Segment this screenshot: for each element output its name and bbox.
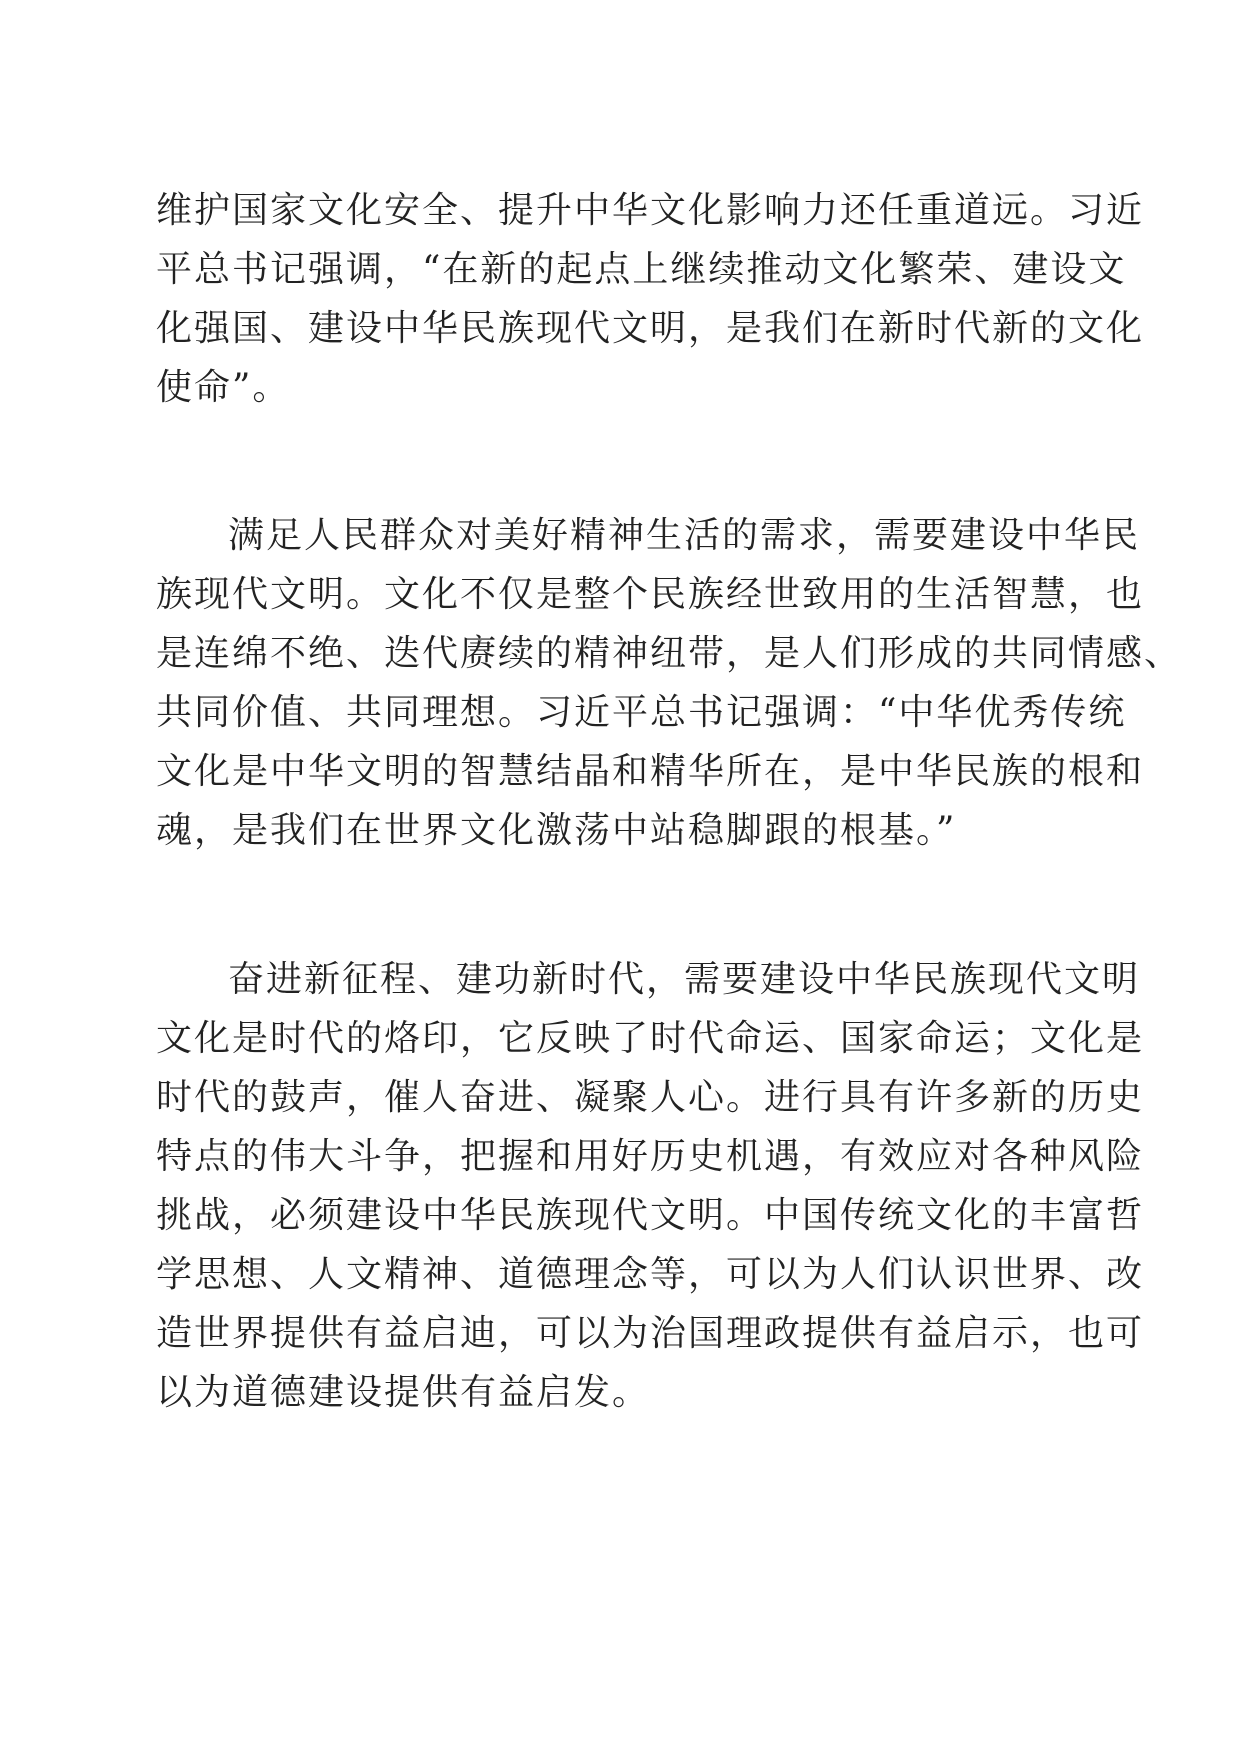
paragraph-line: 时代的鼓声，催人奋进、凝聚人心。进行具有许多新的历史 xyxy=(156,1077,1145,1118)
paragraph-line: 挑战，必须建设中华民族现代文明。中国传统文化的丰富哲 xyxy=(156,1195,1145,1236)
paragraph-2 xyxy=(156,506,1183,860)
paragraph-line: 以为道德建设提供有益启发。 xyxy=(156,1372,651,1413)
paragraph-line: 维护国家文化安全、提升中华文化影响力还任重道远。习近 xyxy=(156,190,1145,231)
paragraph-line: 魂，是我们在世界文化激荡中站稳脚跟的根基。” xyxy=(156,810,957,851)
paragraph-line: 学思想、人文精神、道德理念等，可以为人们认识世界、改 xyxy=(156,1254,1145,1295)
paragraph-line: 平总书记强调，“在新的起点上继续推动文化繁荣、建设文 xyxy=(156,249,1127,290)
paragraph-line: 使命”。 xyxy=(156,367,291,408)
paragraph-line: 文化是中华文明的智慧结晶和精华所在，是中华民族的根和 xyxy=(156,751,1145,792)
paragraph-line: 造世界提供有益启迪，可以为治国理政提供有益启示，也可 xyxy=(156,1313,1145,1354)
paragraph-line: 族现代文明。文化不仅是整个民族经世致用的生活智慧，也 xyxy=(156,574,1145,615)
paragraph-line: 特点的伟大斗争，把握和用好历史机遇，有效应对各种风险 xyxy=(156,1136,1145,1177)
paragraph-3 xyxy=(156,950,1145,1422)
paragraph-line: 文化是时代的烙印，它反映了时代命运、国家命运；文化是 xyxy=(156,1018,1145,1059)
paragraph-line: 是连绵不绝、迭代赓续的精神纽带，是人们形成的共同情感、 xyxy=(156,633,1183,674)
paragraph-first-line: 满足人民群众对美好精神生活的需求，需要建设中华民 xyxy=(228,515,1141,556)
paragraph-line: 化强国、建设中华民族现代文明，是我们在新时代新的文化 xyxy=(156,308,1145,349)
paragraph-1 xyxy=(156,181,1145,417)
paragraph-line: 共同价值、共同理想。习近平总书记强调：“中华优秀传统 xyxy=(156,692,1127,733)
paragraph-first-line: 奋进新征程、建功新时代，需要建设中华民族现代文明 xyxy=(228,959,1141,1000)
